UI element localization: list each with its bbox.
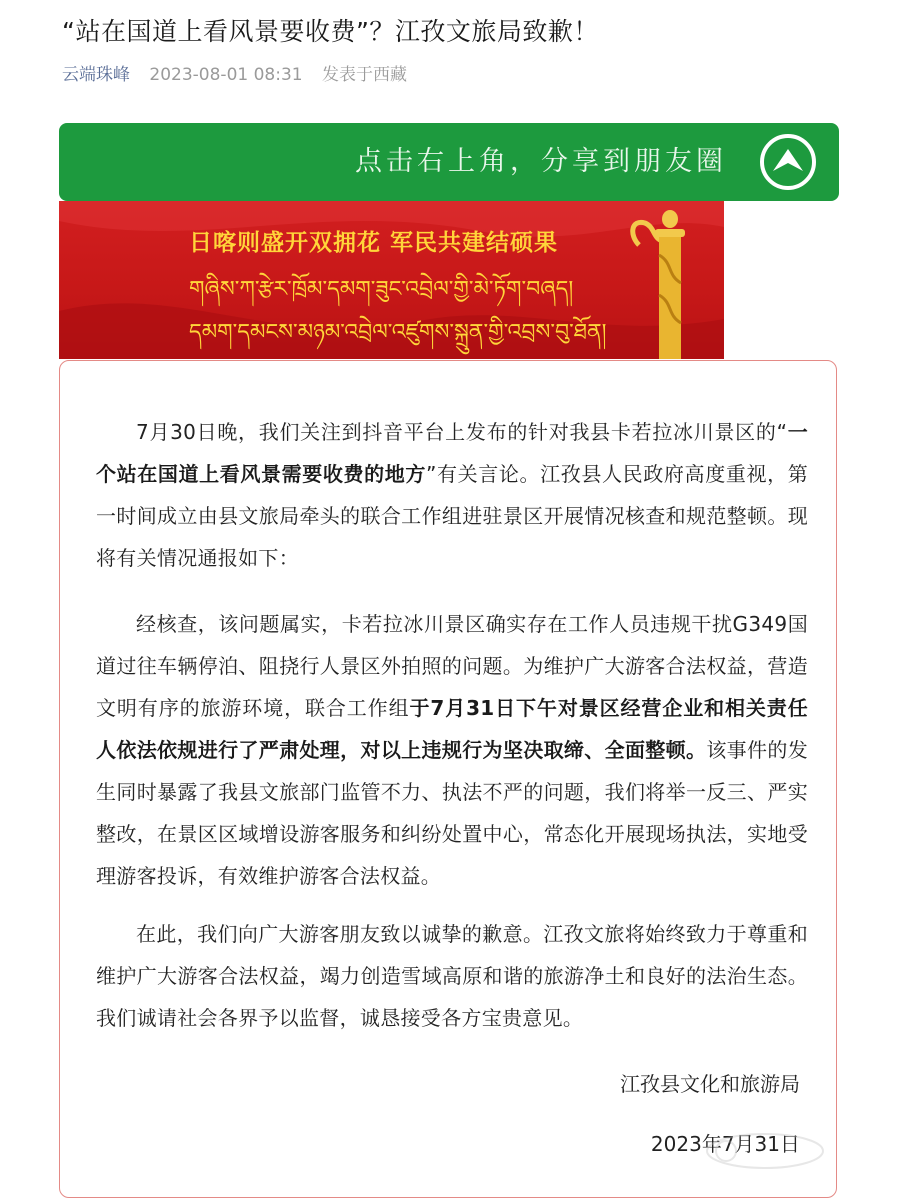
promo-tibetan-line-1: གཞིས་ཀ་རྩེར་ཁྲོམ་དམག་ཟུང་འབྲེལ་གྱི་མེ་ཏོག་བཞད།: [189, 277, 574, 302]
notice-paragraph-3: 在此，我们向广大游客朋友致以诚挚的歉意。江孜文旅将始终致力于尊重和维护广大游客合法权益，竭力创造雪域高原和谐的旅游净土和良好的法治生态。我们诚请社会各界予以监督，诚恳接受各方宝贵意见。: [96, 922, 808, 1030]
paragraph-1-text-a: 7月30日晚，我们关注到抖音平台上发布的针对我县卡若拉冰川景区的“: [136, 420, 788, 444]
paragraph-1-bold: 一个站在国道上看风景需要收费的地方: [96, 420, 808, 486]
paragraph-2-text-b: 该事件的发生同时暴露了我县文旅部门监管不力、执法不严的问题，我们将举一反三、严实整改，在景区区域增设游客服务和纠纷处置中心，常态化开展现场执法，实地受理游客投诉，有效维护游客合法权益。: [96, 738, 809, 888]
notice-paragraph-2: [96, 603, 808, 897]
author-link[interactable]: 云端珠峰: [62, 65, 130, 85]
arrow-up-circle-icon: [759, 133, 817, 191]
paragraph-2-bold: 于7月31日下午对景区经营企业和相关责任人依法依规进行了严肃处理，对以上违规行为坚决取缔、全面整顿。: [96, 696, 809, 762]
share-banner-text: 点击右上角，分享到朋友圈: [355, 146, 727, 177]
notice-paragraph-1: [96, 411, 808, 579]
publish-location: 发表于西藏: [322, 65, 408, 85]
article-title: “站在国道上看风景要收费”？江孜文旅局致歉！: [62, 17, 599, 46]
paragraph-2-text-a: 经核查，该问题属实，卡若拉冰川景区确实存在工作人员违规干扰G349国道过往车辆停泊、阻挠行人景区外拍照的问题。为维护广大游客合法权益，营造文明有序的旅游环境，联合工作组: [96, 612, 808, 720]
article-meta: [62, 62, 407, 88]
notice-date: 2023年7月31日: [650, 1132, 800, 1156]
promo-headline: 日喀则盛开双拥花 军民共建结硕果: [189, 229, 559, 256]
publish-time: 2023-08-01 08:31: [149, 65, 303, 85]
promo-banner-image: [59, 201, 724, 359]
paragraph-1-text-b: ”有关言论。江孜县人民政府高度重视，第一时间成立由县文旅局牵头的联合工作组进驻景区开展情况核查和规范整顿。现将有关情况通报如下：: [96, 462, 808, 570]
huabiao-pillar-icon: [619, 205, 709, 359]
promo-tibetan-line-2: དམག་དམངས་མཉམ་འབྲེལ་འཛུགས་སྐྲུན་གྱི་འབྲས་བུ་ཐོན།: [189, 320, 607, 345]
notice-box: [59, 360, 837, 1198]
watermark-logo-icon: [700, 1128, 830, 1174]
notice-signer: 江孜县文化和旅游局: [620, 1072, 800, 1096]
share-banner[interactable]: [59, 123, 839, 201]
